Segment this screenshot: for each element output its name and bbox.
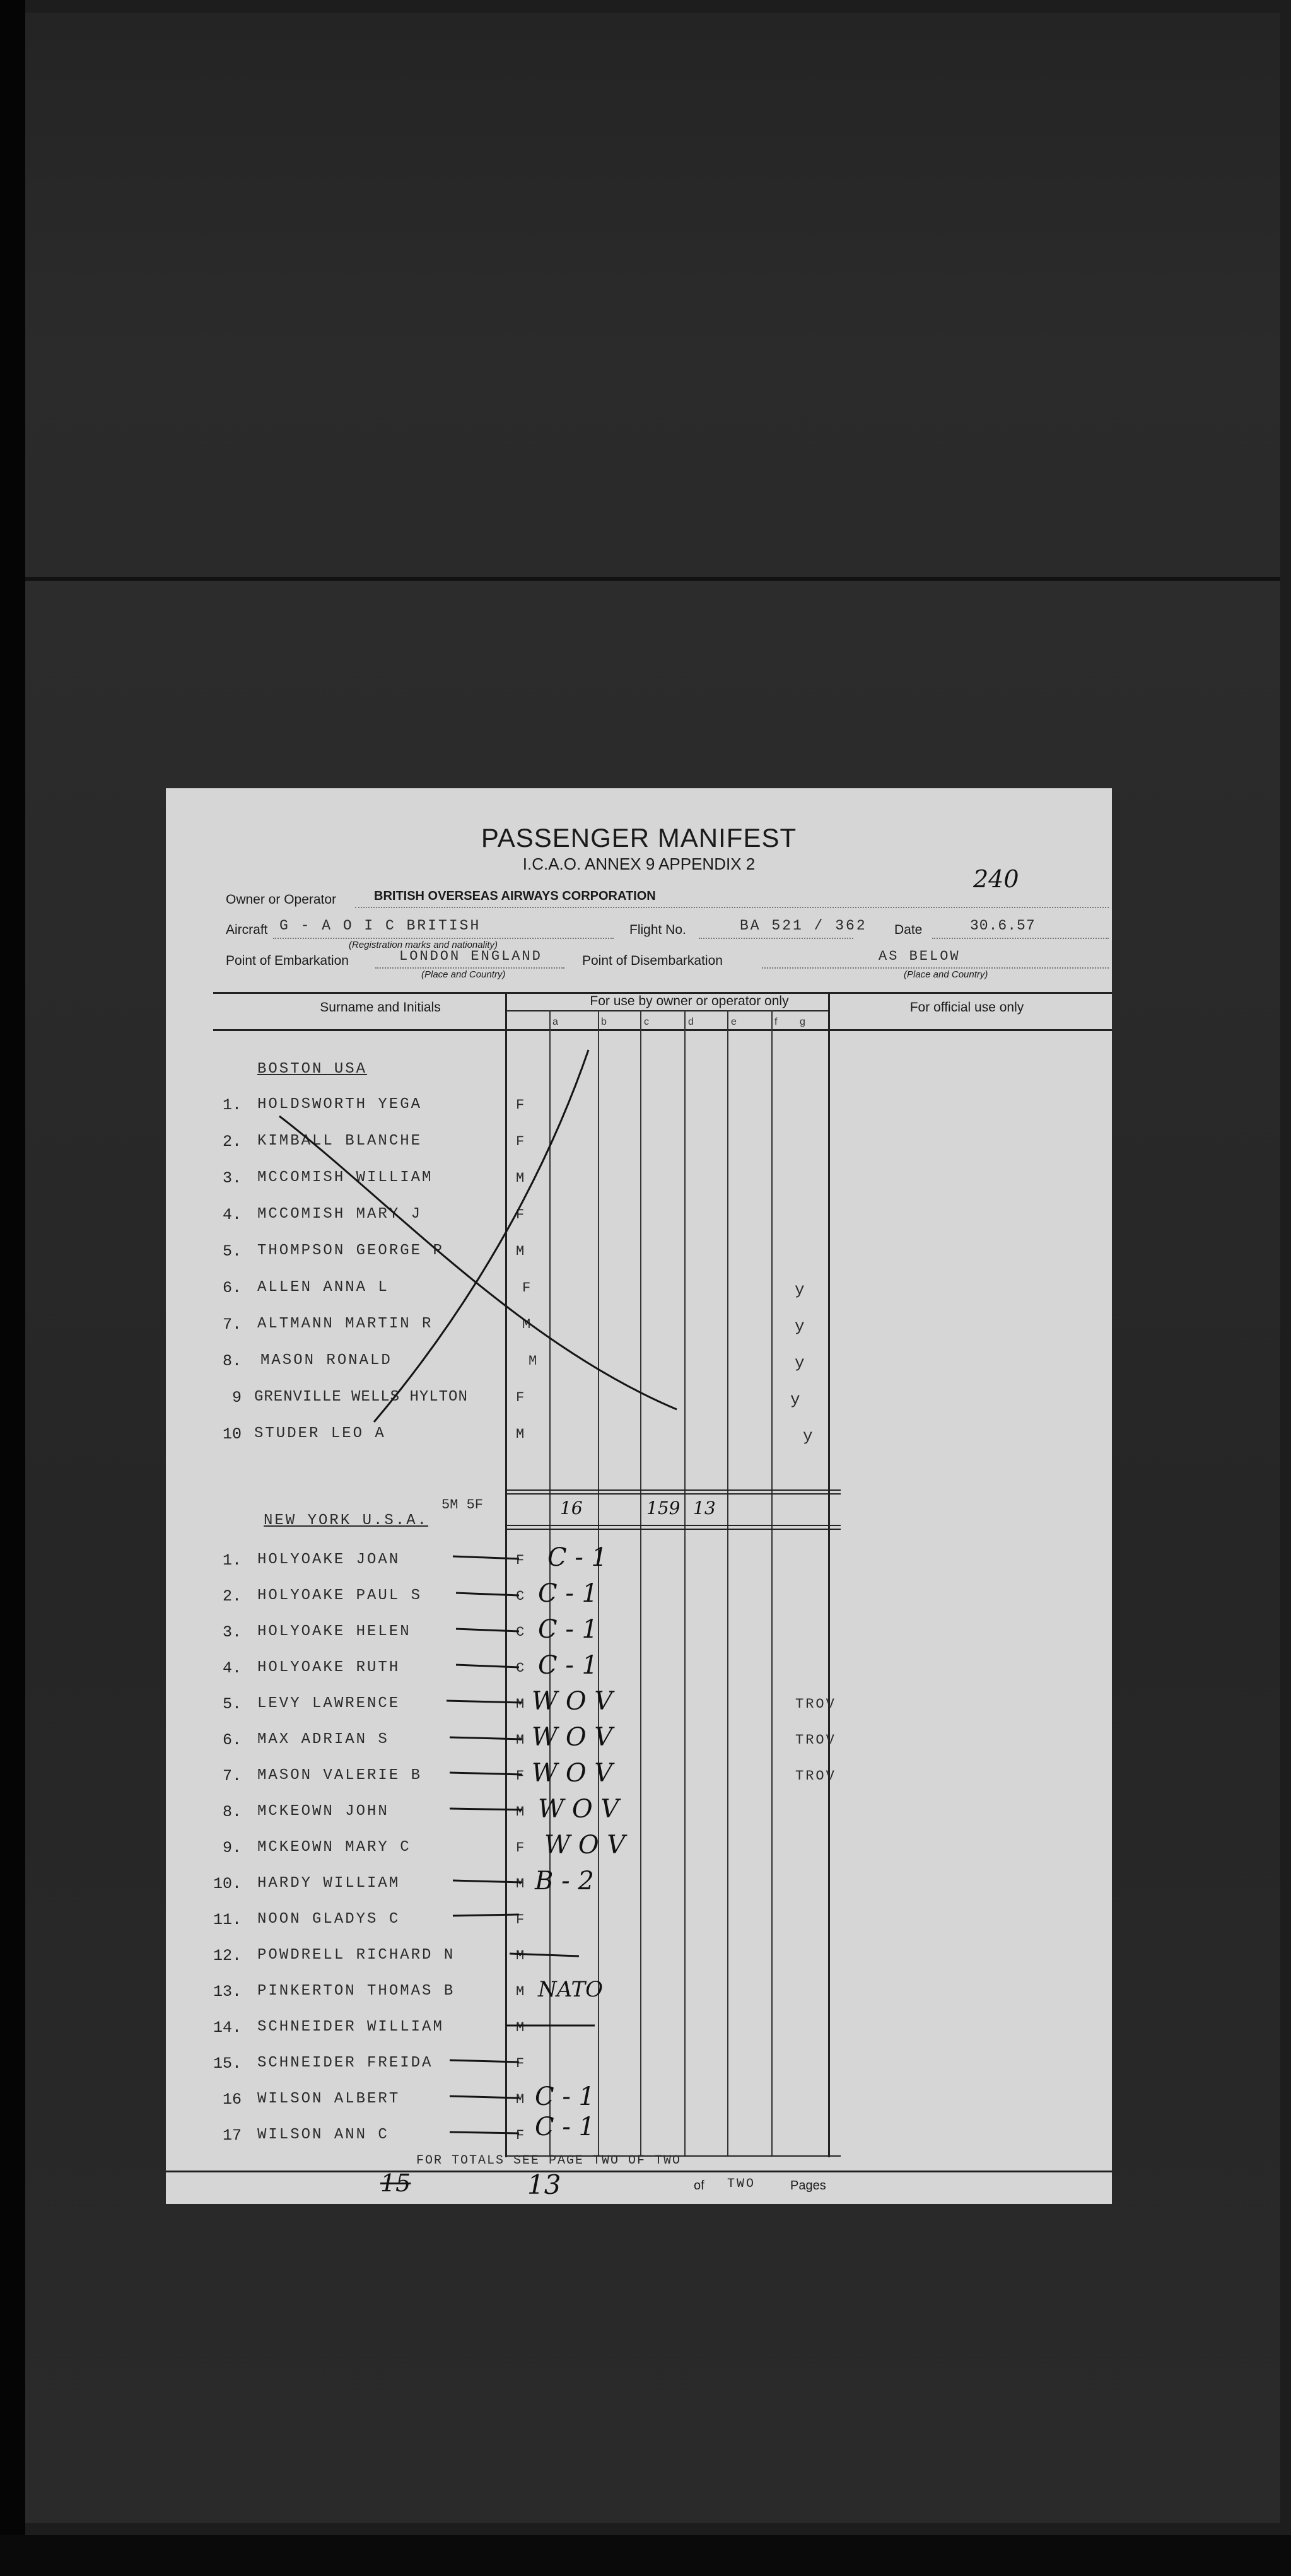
- visa-code: W O V: [538, 1795, 619, 1824]
- visa-code: W O V: [532, 1759, 613, 1788]
- passenger-sex: F: [516, 2056, 527, 2072]
- official-column-header: For official use only: [909, 1000, 1024, 1015]
- row-number: 4.: [222, 1659, 242, 1677]
- aircraft-label: Aircraft: [226, 923, 268, 937]
- pointer-stroke: [453, 1880, 522, 1882]
- passenger-mark: y: [795, 1280, 807, 1299]
- of-label: of: [694, 2179, 704, 2193]
- passenger-sex: M: [516, 1244, 527, 1259]
- row-number: 5.: [222, 1695, 242, 1713]
- passenger-sex: F: [516, 2128, 527, 2143]
- embarkation-note: (Place and Country): [421, 969, 506, 980]
- embarkation-value: LONDON ENGLAND: [399, 948, 542, 964]
- flight-label: Flight No.: [629, 923, 686, 937]
- passenger-name: KIMBALL BLANCHE: [257, 1133, 423, 1150]
- subtotal-value: 13: [693, 1498, 716, 1518]
- form-subtitle: I.C.A.O. ANNEX 9 APPENDIX 2: [522, 854, 756, 873]
- passenger-name: LEVY LAWRENCE: [257, 1695, 400, 1712]
- passenger-name: SCHNEIDER WILLIAM: [257, 2019, 444, 2036]
- pointer-stroke: [456, 1629, 519, 1631]
- row-number: 9.: [222, 1839, 242, 1857]
- passenger-name: HOLYOAKE PAUL S: [257, 1587, 423, 1604]
- passenger-name: HOLYOAKE RUTH: [257, 1659, 400, 1676]
- passenger-sex: M: [529, 1353, 539, 1369]
- column-letter-a: a: [552, 1017, 558, 1027]
- form-title: PASSENGER MANIFEST: [481, 823, 797, 853]
- pointer-stroke: [510, 1954, 579, 1956]
- passenger-name: MCCOMISH WILLIAM: [257, 1169, 433, 1186]
- passenger-sex: M: [516, 2020, 527, 2036]
- passenger-sex: C: [516, 1624, 527, 1640]
- aircraft-value: G - A O I C BRITISH: [279, 918, 481, 934]
- flight-value: BA 521 / 362: [740, 918, 867, 934]
- row-number: 6.: [222, 1731, 242, 1749]
- passenger-name: NOON GLADYS C: [257, 1911, 400, 1928]
- passenger-sex: M: [516, 1804, 527, 1820]
- pointer-stroke: [450, 2096, 519, 2098]
- row-number: 8.: [222, 1803, 242, 1821]
- row-number: 12.: [213, 1947, 242, 1965]
- passenger-name: MCKEOWN MARY C: [257, 1839, 411, 1856]
- row-number: 14.: [213, 2019, 242, 2037]
- passenger-sex: F: [516, 1553, 527, 1568]
- passenger-name: SCHNEIDER FREIDA: [257, 2054, 433, 2072]
- pointer-stroke: [450, 1773, 522, 1775]
- column-letter-b: b: [601, 1017, 607, 1027]
- manifest-page: [166, 788, 1112, 2204]
- passenger-name: MASON VALERIE B: [257, 1767, 423, 1784]
- passenger-sex: M: [516, 1876, 527, 1892]
- passenger-sex: F: [516, 1390, 527, 1406]
- row-number: 10: [222, 1425, 242, 1443]
- registration-note: (Registration marks and nationality): [349, 940, 498, 950]
- passenger-sex: F: [522, 1280, 533, 1296]
- cross-out-stroke: [279, 1116, 677, 1409]
- passenger-sex: M: [522, 1317, 533, 1332]
- official-note: TROV: [795, 1732, 836, 1748]
- passenger-name: MCCOMISH MARY J: [257, 1206, 423, 1223]
- row-number: 17: [222, 2126, 242, 2145]
- subtotal-value: 16: [560, 1498, 583, 1518]
- passenger-name: MASON RONALD: [260, 1352, 392, 1369]
- disembarkation-note: (Place and Country): [904, 969, 988, 980]
- sex-count: 5M 5F: [441, 1497, 484, 1513]
- row-number: 2.: [222, 1133, 242, 1151]
- passenger-name: HOLYOAKE HELEN: [257, 1623, 411, 1640]
- passenger-name: HARDY WILLIAM: [257, 1875, 400, 1892]
- column-letter-e: e: [731, 1017, 737, 1027]
- official-note: TROV: [795, 1768, 836, 1784]
- row-number: 2.: [222, 1587, 242, 1606]
- row-number: 1.: [222, 1551, 242, 1570]
- visa-code: NATO: [538, 1977, 603, 2002]
- pointer-stroke: [450, 1809, 522, 1810]
- visa-code: C - 1: [538, 1615, 598, 1644]
- passenger-sex: M: [516, 1426, 527, 1442]
- row-number: 6.: [222, 1279, 242, 1297]
- owner-value: BRITISH OVERSEAS AIRWAYS CORPORATION: [374, 889, 656, 903]
- disembarkation-label: Point of Disembarkation: [582, 953, 723, 968]
- pointer-stroke: [450, 2060, 519, 2062]
- passenger-sex: F: [516, 1207, 527, 1223]
- passenger-sex: M: [516, 1732, 527, 1748]
- passenger-sex: F: [516, 1768, 527, 1784]
- passenger-sex: M: [516, 1170, 527, 1186]
- visa-code: W O V: [544, 1831, 626, 1860]
- scanner-edge-bottom: [0, 2535, 1291, 2576]
- column-letter-g: g: [800, 1017, 805, 1027]
- row-number: 1.: [222, 1096, 242, 1114]
- date-value: 30.6.57: [970, 918, 1036, 934]
- column-letter-f: f: [774, 1017, 778, 1027]
- passenger-sex: F: [516, 1840, 527, 1856]
- passenger-sex: M: [516, 1984, 527, 2000]
- passenger-sex: F: [516, 1912, 527, 1928]
- pointer-stroke: [450, 2132, 519, 2133]
- cross-out-stroke: [374, 1050, 588, 1422]
- passenger-name: PINKERTON THOMAS B: [257, 1983, 455, 2000]
- row-number: 16: [222, 2090, 242, 2109]
- row-number: 3.: [222, 1169, 242, 1187]
- row-number: 3.: [222, 1623, 242, 1641]
- pointer-stroke: [453, 1915, 519, 1916]
- passenger-name: ALLEN ANNA L: [257, 1279, 389, 1296]
- passenger-sex: M: [516, 2092, 527, 2107]
- visa-code: C - 1: [538, 1579, 598, 1608]
- row-number: 8.: [222, 1352, 242, 1370]
- passenger-sex: M: [516, 1696, 527, 1712]
- passenger-name: GRENVILLE WELLS HYLTON: [254, 1389, 468, 1406]
- group-heading: BOSTON USA: [257, 1061, 368, 1078]
- passenger-name: POWDRELL RICHARD N: [257, 1947, 455, 1964]
- row-number: 11.: [213, 1911, 242, 1929]
- pointer-stroke: [453, 1556, 519, 1559]
- row-number: 10.: [213, 1875, 242, 1893]
- passenger-mark: y: [795, 1353, 807, 1372]
- operator-column-header: For use by owner or operator only: [590, 994, 789, 1008]
- row-number: 7.: [222, 1767, 242, 1785]
- pointer-stroke: [447, 1701, 522, 1703]
- page-number: 240: [973, 865, 1019, 893]
- pointer-stroke: [456, 1593, 519, 1595]
- passenger-mark: y: [790, 1390, 802, 1409]
- passenger-mark: y: [795, 1317, 807, 1336]
- passenger-name: WILSON ANN C: [257, 2126, 389, 2143]
- surname-column-header: Surname and Initials: [320, 1000, 441, 1015]
- visa-code: C - 1: [535, 2082, 595, 2111]
- row-number: 9: [231, 1389, 242, 1407]
- passenger-name: STUDER LEO A: [254, 1425, 386, 1442]
- row-number: 15.: [213, 2054, 242, 2073]
- group-heading: NEW YORK U.S.A.: [264, 1512, 429, 1529]
- passenger-sex: C: [516, 1660, 527, 1676]
- row-number: 5.: [222, 1242, 242, 1261]
- passenger-sex: C: [516, 1588, 527, 1604]
- pages-label: Pages: [790, 2179, 826, 2193]
- embarkation-label: Point of Embarkation: [226, 953, 349, 968]
- passenger-name: WILSON ALBERT: [257, 2090, 400, 2107]
- passenger-name: THOMPSON GEORGE P: [257, 1242, 444, 1259]
- scanner-edge: [0, 0, 25, 2576]
- passenger-sex: F: [516, 1134, 527, 1150]
- totals-note: FOR TOTALS SEE PAGE TWO OF TWO: [416, 2153, 682, 2168]
- passenger-name: HOLDSWORTH YEGA: [257, 1096, 423, 1113]
- pointer-stroke: [450, 1737, 522, 1739]
- owner-label: Owner or Operator: [226, 892, 337, 907]
- passenger-mark: y: [803, 1426, 815, 1445]
- column-letter-c: c: [644, 1017, 649, 1027]
- passenger-name: HOLYOAKE JOAN: [257, 1551, 400, 1568]
- handwritten-strokes: [166, 788, 1112, 2204]
- page-count: 13: [527, 2169, 561, 2200]
- passenger-sex: M: [516, 1948, 527, 1964]
- pointer-stroke: [456, 1665, 519, 1667]
- column-letter-d: d: [688, 1017, 694, 1027]
- total-pages: TWO: [727, 2177, 756, 2191]
- visa-code: B - 2: [535, 1867, 594, 1896]
- visa-code: W O V: [532, 1687, 613, 1716]
- passenger-name: ALTMANN MARTIN R: [257, 1315, 433, 1332]
- disembarkation-value: AS BELOW: [879, 948, 961, 964]
- visa-code: C - 1: [535, 2113, 595, 2142]
- subtotal-value: 159: [646, 1498, 681, 1518]
- crossed-out-page-count: 15: [380, 2169, 411, 2197]
- row-number: 13.: [213, 1983, 242, 2001]
- visa-code: W O V: [532, 1723, 613, 1752]
- visa-code: C - 1: [547, 1543, 607, 1572]
- visa-code: C - 1: [538, 1651, 598, 1680]
- film-background: [25, 13, 1280, 580]
- passenger-sex: F: [516, 1097, 527, 1113]
- official-note: TROV: [795, 1696, 836, 1712]
- row-number: 7.: [222, 1315, 242, 1334]
- date-label: Date: [894, 923, 923, 937]
- passenger-name: MAX ADRIAN S: [257, 1731, 389, 1748]
- row-number: 4.: [222, 1206, 242, 1224]
- passenger-name: MCKEOWN JOHN: [257, 1803, 389, 1820]
